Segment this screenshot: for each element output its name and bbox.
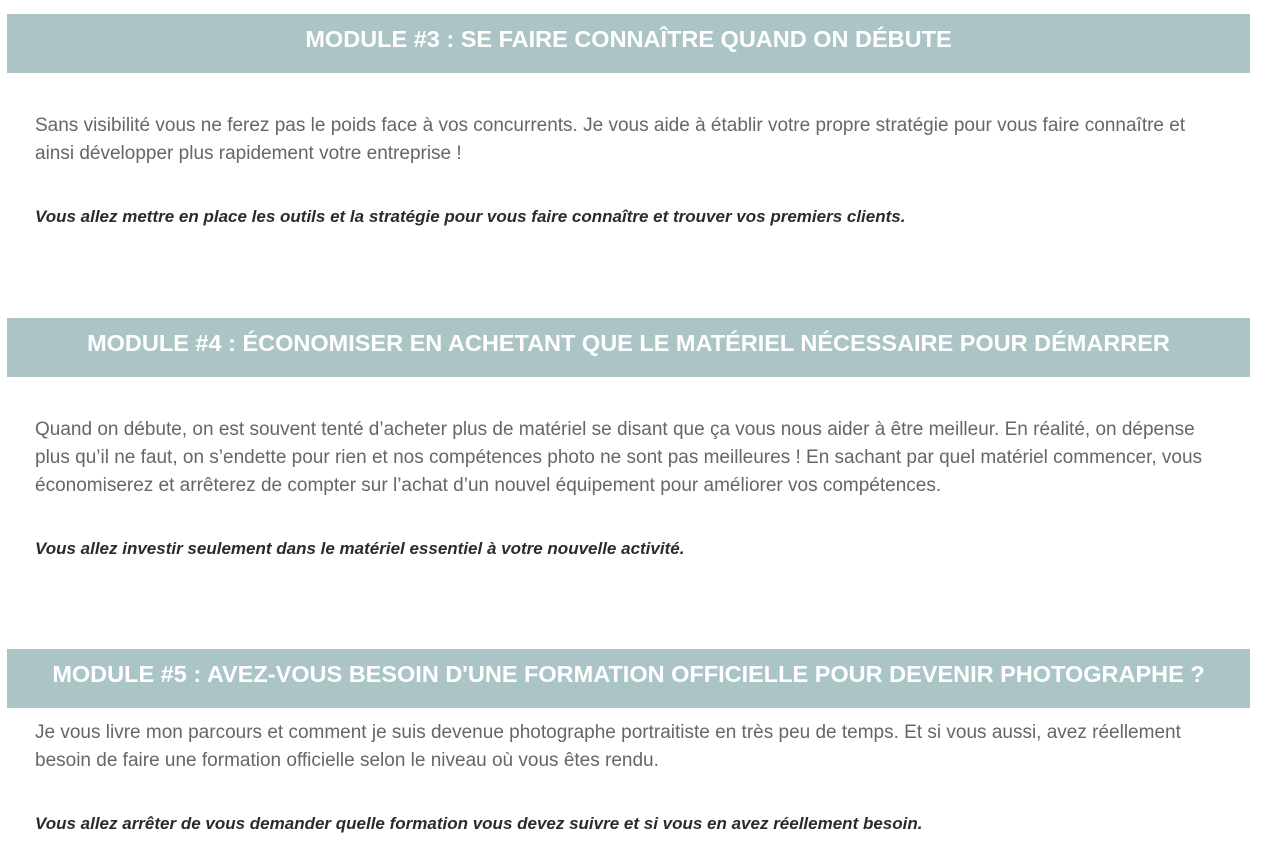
module-4-description: Quand on débute, on est souvent tenté d’acheter plus de matériel se disant que ça vous nous aider à être meilleur. En réalité, on dépense plus qu’il ne faut, on s’endette pour rien et nos compétences photo ne sont pas meilleures ! En sachant par quel matériel commencer, vous économiserez et arrêterez de compter sur l’achat d’un nouvel équipement pour améliorer vos compétences. <box>35 419 1203 496</box>
module-3-title: MODULE #3 : SE FAIRE CONNAÎTRE QUAND ON DÉBUTE <box>305 26 952 52</box>
module-4-outcome: Vous allez investir seulement dans le matériel essentiel à votre nouvelle activité. <box>35 539 685 558</box>
module-5-outcome: Vous allez arrêter de vous demander quelle formation vous devez suivre et si vous en avez réellement besoin. <box>35 814 923 833</box>
module-5-description: Je vous livre mon parcours et comment je suis devenue photographe portraitiste en très peu de temps. Et si vous aussi, avez réellement besoin de faire une formation officielle selon le niveau où vous êtes rendu. <box>35 722 1181 771</box>
module-3-title-banner <box>7 14 1250 73</box>
module-4-title: MODULE #4 : ÉCONOMISER EN ACHETANT QUE LE MATÉRIEL NÉCESSAIRE POUR DÉMARRER <box>87 330 1170 356</box>
module-4-title-banner <box>7 318 1250 377</box>
module-3-description: Sans visibilité vous ne ferez pas le poids face à vos concurrents. Je vous aide à établir votre propre stratégie pour vous faire connaître et ainsi développer plus rapidement votre entreprise ! <box>35 115 1186 164</box>
module-5-title: MODULE #5 : AVEZ-VOUS BESOIN D'UNE FORMATION OFFICIELLE POUR DEVENIR PHOTOGRAPHE ? <box>52 661 1205 687</box>
module-3-outcome: Vous allez mettre en place les outils et la stratégie pour vous faire connaître et trouver vos premiers clients. <box>35 207 906 226</box>
module-5-title-banner <box>7 649 1250 708</box>
